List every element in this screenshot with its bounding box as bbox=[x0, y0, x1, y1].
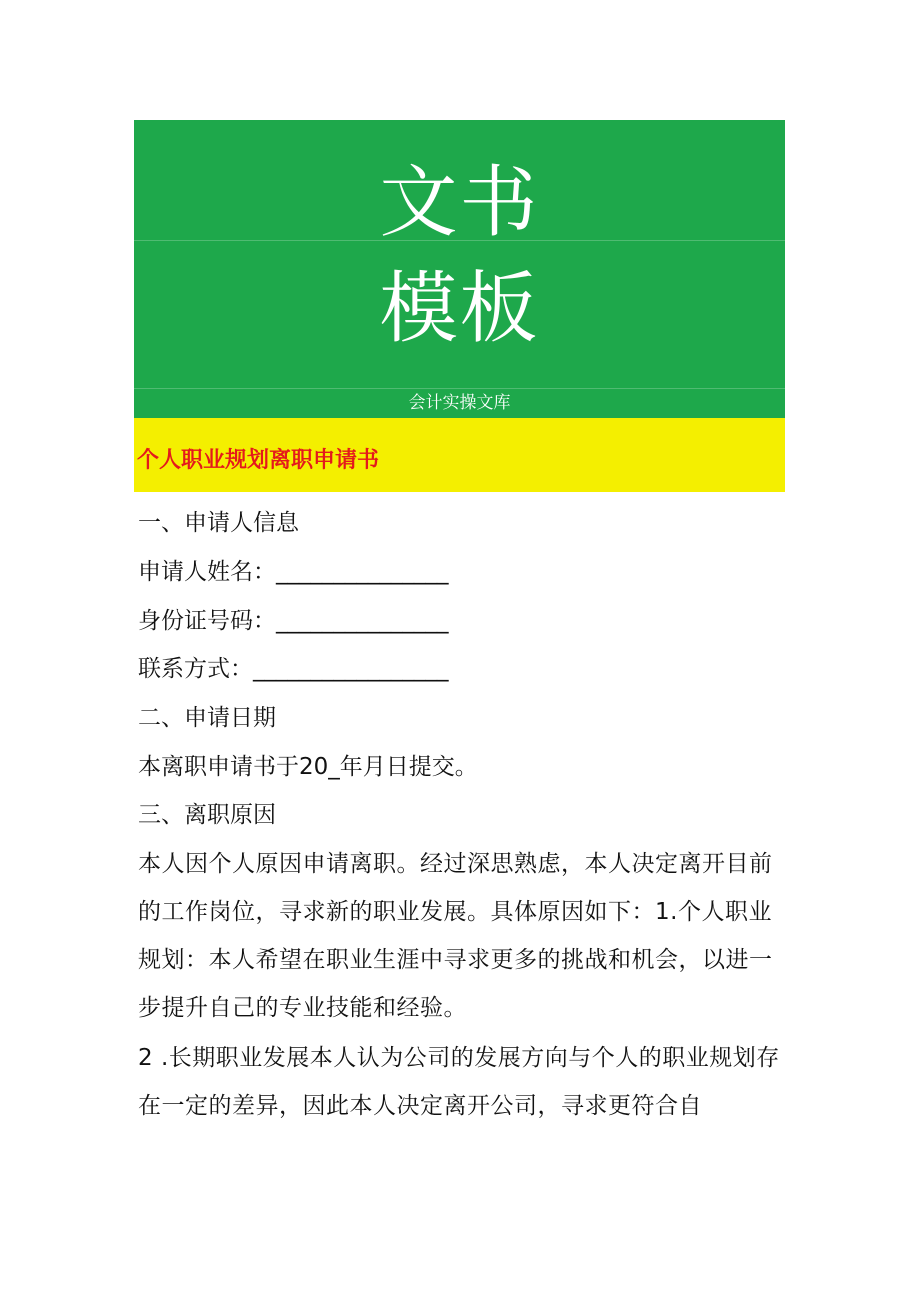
cover-title-line1: 文书 bbox=[379, 158, 540, 248]
title-banner bbox=[134, 418, 785, 492]
applicant-name-label: 申请人姓名： bbox=[138, 559, 276, 585]
section-heading-reason: 三、离职原因 bbox=[138, 802, 276, 828]
applicant-name-row bbox=[138, 557, 449, 587]
applicant-name-blank: _______________ bbox=[276, 559, 449, 585]
cover-subtitle: 会计实操文库 bbox=[408, 393, 511, 413]
section-heading-applicant: 一、申请人信息 bbox=[138, 510, 299, 536]
reason-paragraph-2: 2 .长期职业发展本人认为公司的发展方向与个人的职业规划存在一定的差异，因此本人决定离开公司，寻求更符合自 bbox=[138, 1045, 780, 1119]
cover-divider bbox=[134, 240, 785, 241]
cover-block bbox=[134, 120, 785, 418]
cover-title-line2: 模板 bbox=[379, 264, 540, 354]
id-number-blank: _______________ bbox=[276, 608, 449, 634]
contact-label: 联系方式： bbox=[138, 656, 253, 682]
contact-blank: _________________ bbox=[253, 656, 449, 682]
submission-date-text: 本离职申请书于20_年月日提交。 bbox=[138, 754, 478, 780]
section-heading-date: 二、申请日期 bbox=[138, 705, 276, 731]
contact-row bbox=[138, 654, 449, 684]
reason-paragraph-1: 本人因个人原因申请离职。经过深思熟虑，本人决定离开目前的工作岗位，寻求新的职业发展。具体原因如下：1.个人职业规划：本人希望在职业生涯中寻求更多的挑战和机会，以进一步提升自己的专业技能和经验。 bbox=[138, 851, 773, 1021]
document-title: 个人职业规划离职申请书 bbox=[137, 448, 380, 473]
id-number-label: 身份证号码： bbox=[138, 608, 276, 634]
id-number-row bbox=[138, 606, 449, 636]
